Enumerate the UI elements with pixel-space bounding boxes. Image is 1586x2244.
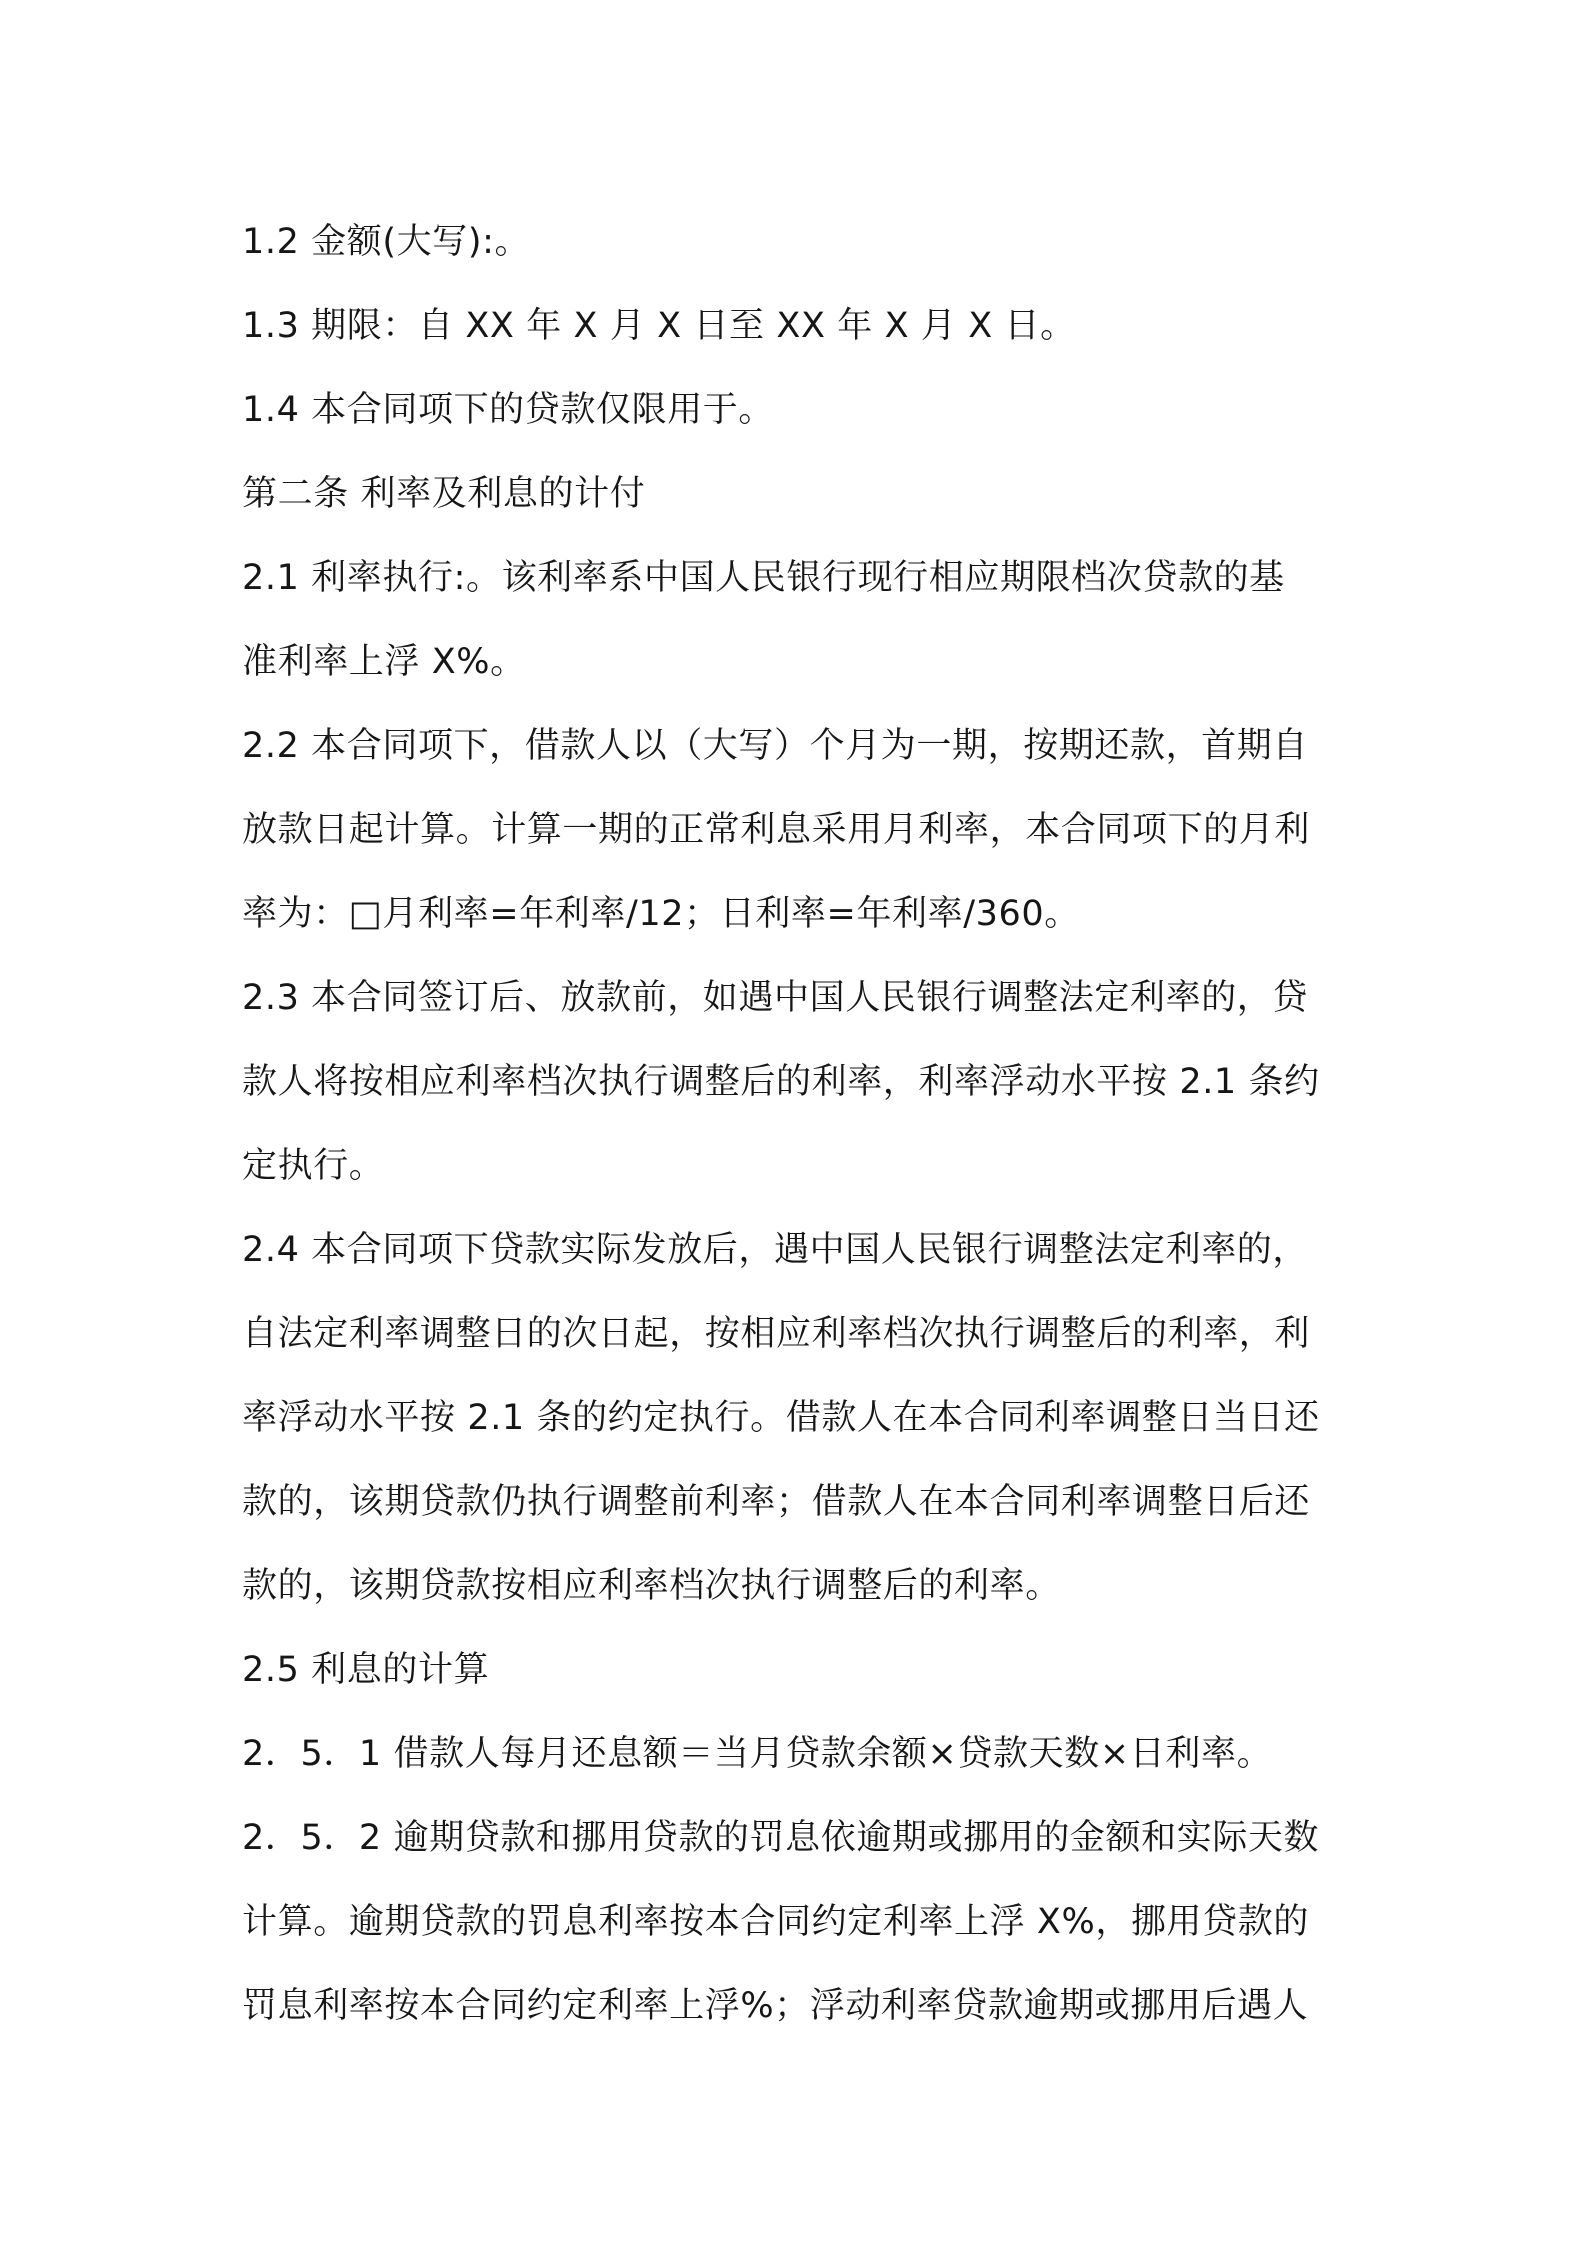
text-line: 1.3 期限：自 XX 年 X 月 X 日至 XX 年 X 月 X 日。 (242, 306, 1076, 346)
text-line: 款的，该期贷款仍执行调整前利率；借款人在本合同利率调整日后还 (242, 1482, 1311, 1522)
text-line: 1.4 本合同项下的贷款仅限用于。 (242, 390, 774, 430)
text-line: 2．5．2 逾期贷款和挪用贷款的罚息依逾期或挪用的金额和实际天数 (242, 1818, 1320, 1858)
text-line: 计算。逾期贷款的罚息利率按本合同约定利率上浮 X%，挪用贷款的 (242, 1902, 1309, 1942)
section-heading: 第二条 利率及利息的计付 (242, 474, 646, 514)
text-line: 定执行。 (242, 1146, 385, 1186)
text-line: 2.2 本合同项下，借款人以（大写）个月为一期，按期还款，首期自 (242, 726, 1308, 766)
document-body (242, 200, 1358, 2048)
text-line: 2.4 本合同项下贷款实际发放后，遇中国人民银行调整法定利率的， (242, 1230, 1308, 1270)
text-line: 率浮动水平按 2.1 条的约定执行。借款人在本合同利率调整日当日还 (242, 1398, 1320, 1438)
text-line: 自法定利率调整日的次日起，按相应利率档次执行调整后的利率，利 (242, 1314, 1311, 1354)
text-line: 款的，该期贷款按相应利率档次执行调整后的利率。 (242, 1566, 1061, 1606)
text-line: 款人将按相应利率档次执行调整后的利率，利率浮动水平按 2.1 条约 (242, 1062, 1320, 1102)
text-line: 率为：□月利率=年利率/12；日利率=年利率/360。 (242, 894, 1080, 934)
subsection-heading: 2.5 利息的计算 (242, 1650, 490, 1690)
text-line: 2.3 本合同签订后、放款前，如遇中国人民银行调整法定利率的，贷 (242, 978, 1308, 1018)
text-line: 罚息利率按本合同约定利率上浮%；浮动利率贷款逾期或挪用后遇人 (242, 1986, 1309, 2026)
text-line: 2.1 利率执行:。该利率系中国人民银行现行相应期限档次贷款的基 (242, 558, 1285, 598)
text-line: 放款日起计算。计算一期的正常利息采用月利率，本合同项下的月利 (242, 810, 1311, 850)
text-line: 2．5．1 借款人每月还息额＝当月贷款余额×贷款天数×日利率。 (242, 1734, 1273, 1774)
text-line: 1.2 金额(大写):。 (242, 222, 531, 262)
text-line: 准利率上浮 X%。 (242, 642, 526, 682)
